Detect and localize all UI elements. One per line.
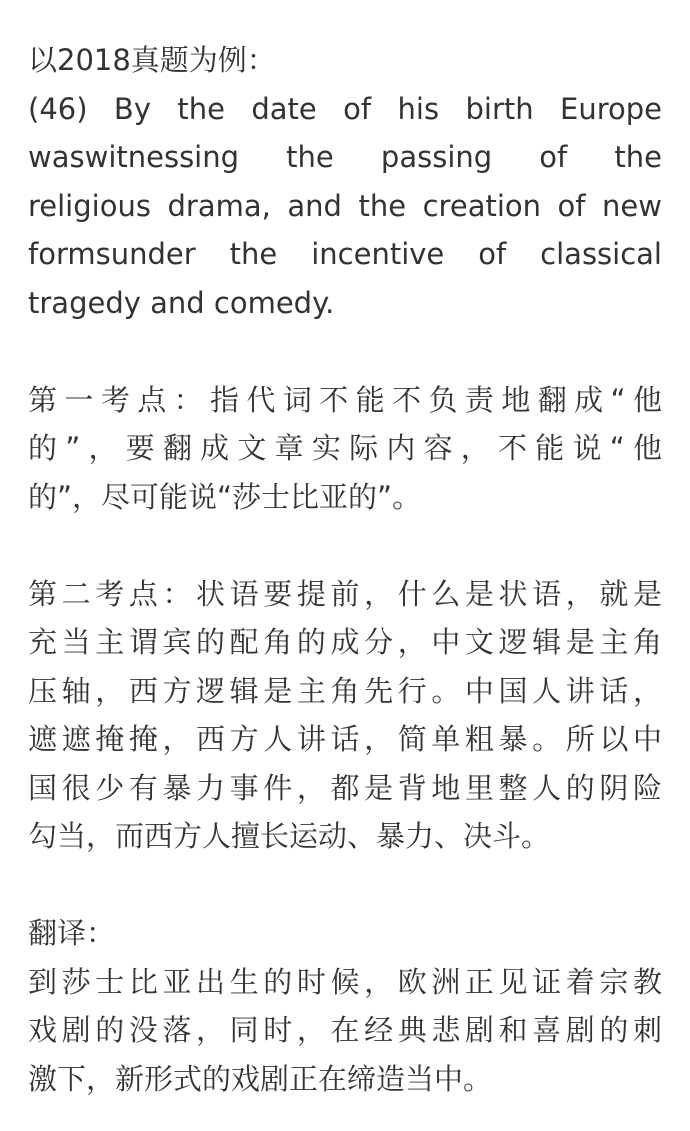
article-body — [28, 36, 662, 1103]
translation-line-2: 戏剧的没落，同时，在经典悲剧和喜剧的刺 — [28, 1013, 662, 1047]
sentence-line-3: religious drama, and the creation of new — [28, 188, 662, 223]
translation-line-3: 激下，新形式的戏剧正在缔造当中。 — [28, 1061, 493, 1096]
point2-line-4: 遮遮掩掩，西方人讲话，简单粗暴。所以中 — [28, 722, 662, 756]
paragraph-gap — [28, 521, 662, 570]
sentence-line-2: waswitnessing the passing of the — [28, 140, 662, 174]
point1-line-1: 第一考点：指代词不能不负责地翻成“他 — [28, 382, 662, 417]
point2-line-1: 第二考点：状语要提前，什么是状语，就是 — [28, 576, 662, 611]
point1-line-2: 的”，要翻成文章实际内容，不能说“他 — [28, 431, 662, 465]
translation-line-1: 到莎士比亚出生的时候，欧洲正见证着宗教 — [28, 964, 662, 999]
sentence-line-4: formsunder the incentive of classical — [28, 237, 662, 271]
point2-line-5: 国很少有暴力事件，都是背地里整人的阴险 — [28, 770, 662, 805]
point2-line-3: 压轴，西方逻辑是主角先行。中国人讲话， — [28, 673, 662, 708]
sentence-line-1: (46) By the date of his birth Europe — [28, 91, 662, 126]
example-heading: 以2018真题为例： — [28, 43, 276, 77]
point1-line-3: 的”，尽可能说“莎士比亚的”。 — [28, 479, 422, 514]
translation-heading: 翻译： — [28, 916, 116, 950]
point2-line-6: 勾当，而西方人擅长运动、暴力、决斗。 — [28, 819, 551, 853]
point2-line-2: 充当主谓宾的配角的成分，中文逻辑是主角 — [28, 625, 662, 659]
sentence-line-5: tragedy and comedy. — [28, 285, 335, 320]
paragraph-gap — [28, 327, 662, 376]
paragraph-gap — [28, 861, 662, 910]
